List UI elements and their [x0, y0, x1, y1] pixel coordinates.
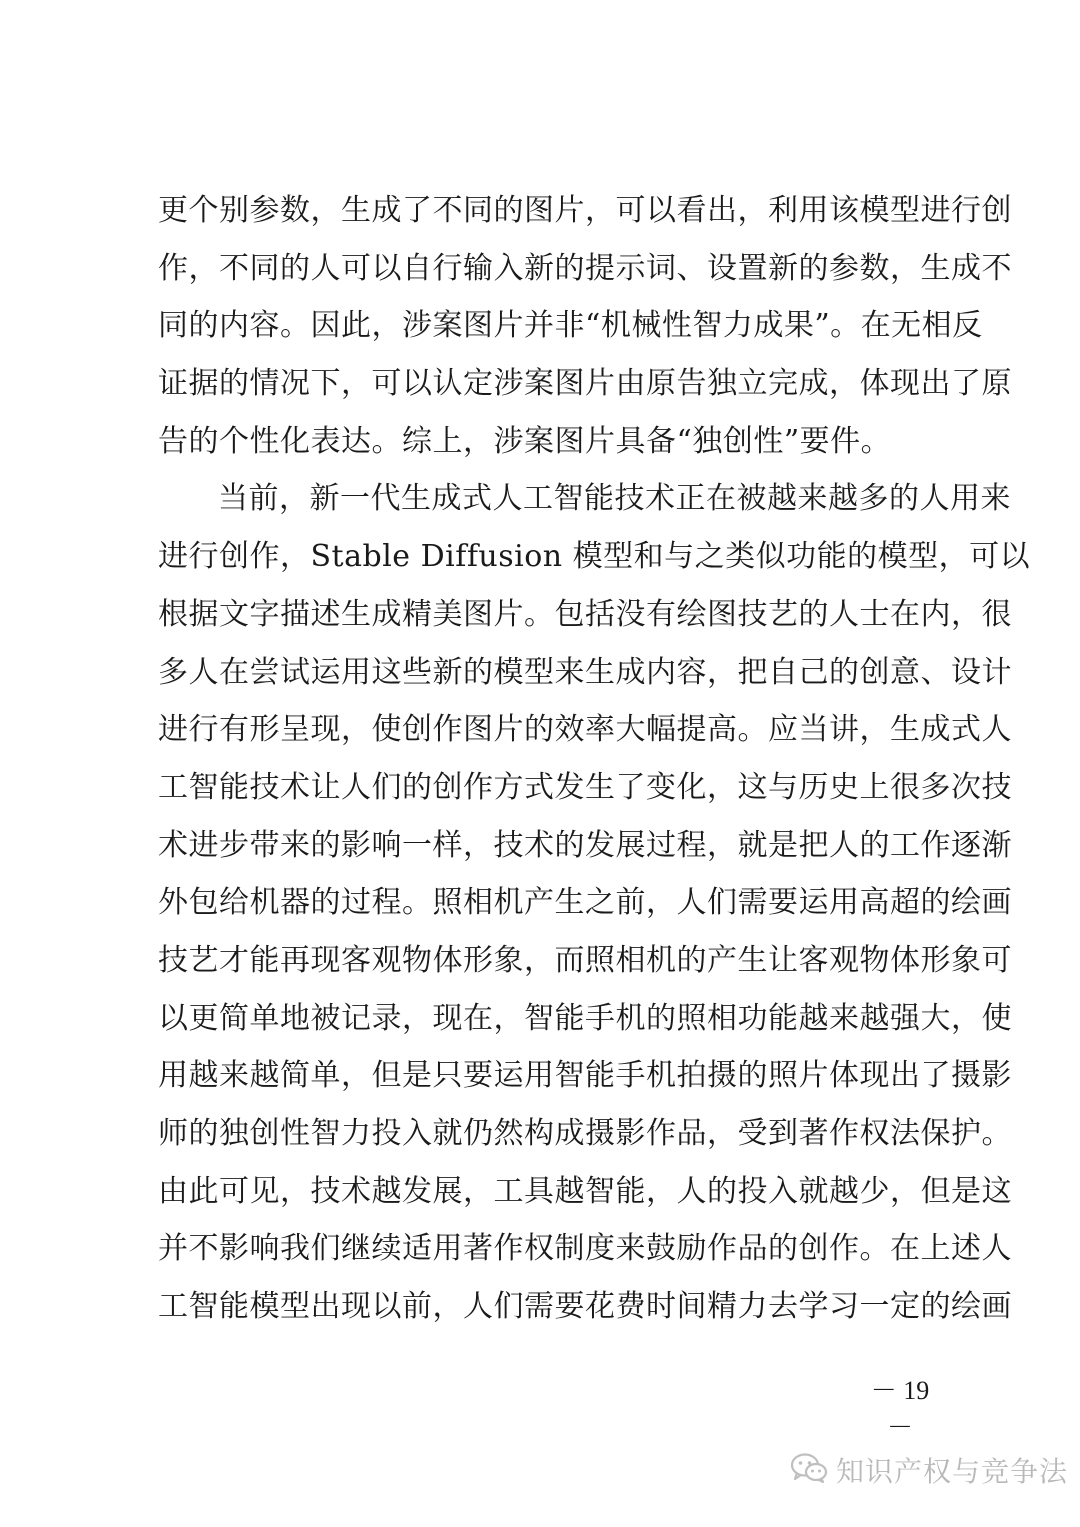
page-number: － 19 － [870, 1376, 930, 1442]
text-line: 多人在尝试运用这些新的模型来生成内容，把自己的创意、设计 [158, 654, 1012, 690]
body-text [158, 182, 1031, 1336]
wechat-icon [790, 1452, 828, 1488]
text-line: 证据的情况下，可以认定涉案图片由原告独立完成，体现出了原 [158, 366, 1012, 402]
text-line: 并不影响我们继续适用著作权制度来鼓励作品的创作。在上述人 [158, 1231, 1012, 1267]
text-line: 用越来越简单，但是只要运用智能手机拍摄的照片体现出了摄影 [158, 1058, 1012, 1094]
text-line: 进行创作，Stable Diffusion 模型和与之类似功能的模型，可以 [158, 539, 1031, 575]
text-line: 以更简单地被记录，现在，智能手机的照相功能越来越强大，使 [158, 1000, 1012, 1036]
text-line: 作，不同的人可以自行输入新的提示词、设置新的参数，生成不 [158, 250, 1012, 286]
text-line: 告的个性化表达。综上，涉案图片具备“独创性”要件。 [158, 423, 892, 459]
text-line: 根据文字描述生成精美图片。包括没有绘图技艺的人士在内，很 [158, 596, 1012, 632]
watermark [790, 1448, 1068, 1492]
text-line: 进行有形呈现，使创作图片的效率大幅提高。应当讲，生成式人 [158, 712, 1012, 748]
text-line: 技艺才能再现客观物体形象，而照相机的产生让客观物体形象可 [158, 942, 1012, 978]
text-line: 更个别参数，生成了不同的图片，可以看出，利用该模型进行创 [158, 193, 1012, 228]
watermark-text: 知识产权与竞争法 [836, 1455, 1069, 1488]
text-line: 工智能技术让人们的创作方式发生了变化，这与历史上很多次技 [158, 769, 1012, 805]
text-line: 外包给机器的过程。照相机产生之前，人们需要运用高超的绘画 [158, 885, 1012, 921]
text-line: 工智能模型出现以前，人们需要花费时间精力去学习一定的绘画 [158, 1289, 1012, 1325]
text-line: 师的独创性智力投入就仍然构成摄影作品，受到著作权法保护。 [158, 1116, 1012, 1151]
text-line: 由此可见，技术越发展，工具越智能，人的投入就越少，但是这 [158, 1173, 1012, 1209]
text-line: 术进步带来的影响一样，技术的发展过程，就是把人的工作逐渐 [158, 827, 1012, 863]
text-line: 同的内容。因此，涉案图片并非“机械性智力成果”。在无相反 [158, 308, 983, 344]
paragraph-first-line: 当前，新一代生成式人工智能技术正在被越来越多的人用来 [218, 481, 1011, 517]
